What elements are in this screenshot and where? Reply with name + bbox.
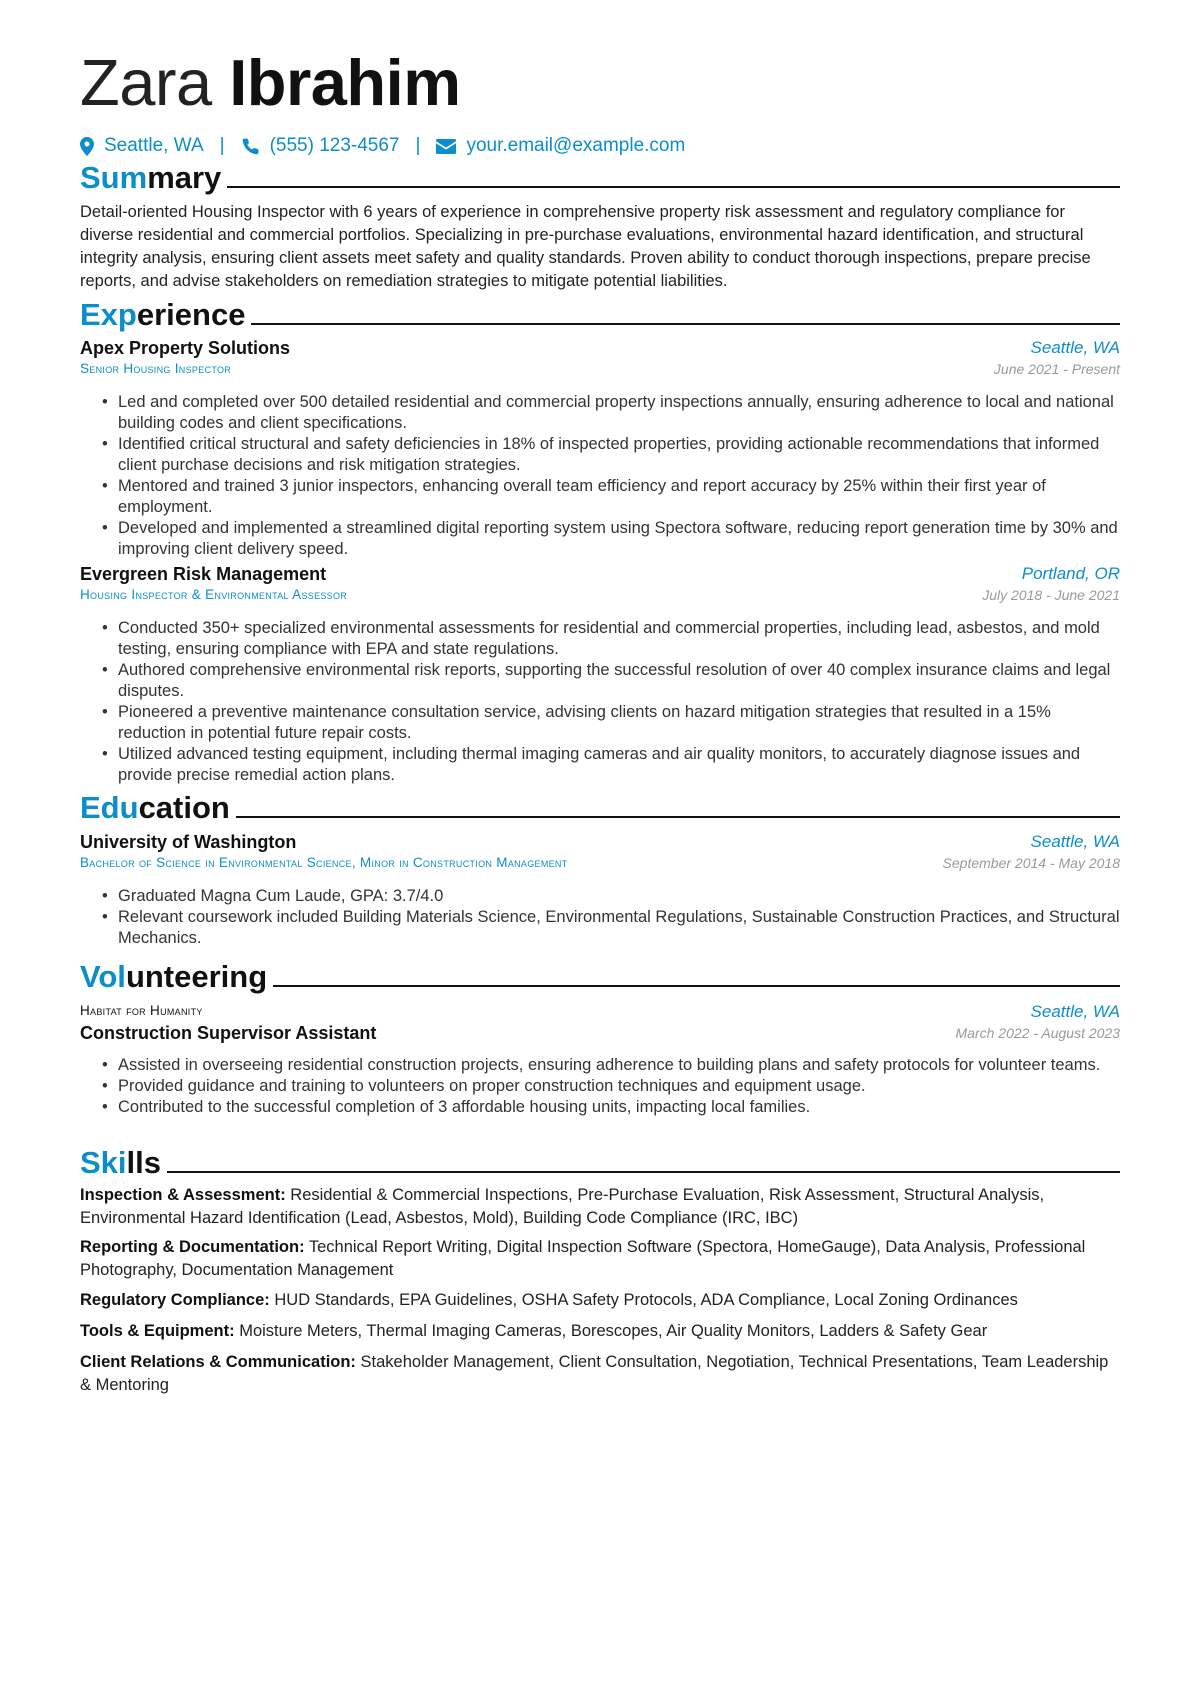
- volunteer-location: Seattle, WA: [1030, 1002, 1120, 1021]
- volunteering-header: [80, 1000, 1120, 1022]
- degree: Bachelor of Science in Environmental Science, Minor in Construction Management: [80, 855, 568, 870]
- skill-row: [80, 1236, 1120, 1281]
- education-title-accent: Edu: [80, 790, 139, 825]
- education-title-rest: cation: [138, 790, 230, 825]
- job-location: Seattle, WA: [1030, 338, 1120, 357]
- list-item: • Authored comprehensive environmental risk reports, supporting the successful resolution of over 40 complex insurance claims and legal disputes.: [102, 660, 1120, 702]
- volunteer-org: Habitat for Humanity: [80, 1003, 203, 1018]
- summary-text: Detail-oriented Housing Inspector with 6 years of experience in comprehensive property risk assessment and regulatory compliance for diverse residential and commercial portfolios. Specializing in pre-purchase evaluations, environmental hazard identification, and structural integrity analysis, ensuring client assets meet safety and quality standards. Proven ability to conduct thorough inspections, prepare precise reports, and advise stakeholders on remediation strategies to mitigate potential liabilities.: [80, 203, 1091, 290]
- summary-title-rest: mary: [147, 160, 222, 195]
- section-rule: [236, 816, 1120, 818]
- contact-location: [80, 135, 204, 157]
- job-dates: June 2021 - Present: [993, 361, 1120, 377]
- school-location: Seattle, WA: [1030, 832, 1120, 851]
- last-name: Ibrahim: [229, 46, 461, 119]
- section-rule: [273, 985, 1120, 987]
- job-location: Portland, OR: [1021, 564, 1120, 583]
- company-name: Apex Property Solutions: [80, 338, 291, 358]
- education-bullets: [102, 886, 1120, 949]
- list-item: • Assisted in overseeing residential construction projects, ensuring adherence to building plans and safety protocols for volunteer teams.: [102, 1055, 1120, 1076]
- contact-email[interactable]: [436, 135, 685, 157]
- list-item: • Contributed to the successful completion of 3 affordable housing units, impacting local families.: [102, 1097, 1120, 1118]
- skill-value: Moisture Meters, Thermal Imaging Cameras, Borescopes, Air Quality Monitors, Ladders & Safety Gear: [234, 1322, 988, 1340]
- section-rule: [227, 186, 1120, 188]
- list-item: • Identified critical structural and safety deficiencies in 18% of inspected properties, providing actionable recommendations that informed client purchase decisions and risk mitigation strategies.: [102, 434, 1120, 476]
- school-name: University of Washington: [80, 832, 297, 852]
- job-role: Housing Inspector & Environmental Assessor: [80, 587, 348, 602]
- list-item: • Led and completed over 500 detailed residential and commercial property inspections annually, ensuring adherence to local and national building codes and client specifications.: [102, 392, 1120, 434]
- phone-icon: [241, 137, 260, 156]
- skills-title-rest: lls: [126, 1145, 161, 1180]
- list-item: • Pioneered a preventive maintenance consultation service, advising clients on hazard mitigation strategies that resulted in a 15% reduction in potential future repair costs.: [102, 702, 1120, 744]
- email-text: your.email@example.com: [466, 135, 686, 156]
- education-subheader: [80, 853, 1120, 873]
- skill-row: [80, 1351, 1120, 1396]
- volunteering-subheader: [80, 1021, 1120, 1045]
- company-name: Evergreen Risk Management: [80, 564, 327, 584]
- skills-heading: [80, 1141, 1120, 1181]
- section-rule: [167, 1171, 1120, 1173]
- education-header: [80, 830, 1120, 854]
- volunteer-dates: March 2022 - August 2023: [955, 1025, 1120, 1041]
- list-item: • Utilized advanced testing equipment, including thermal imaging cameras and air quality monitors, to accurately diagnose issues and provide precise remedial action plans.: [102, 744, 1120, 786]
- skill-row: [80, 1289, 1120, 1312]
- envelope-icon: [436, 139, 456, 154]
- volunteering-bullets: [102, 1055, 1120, 1118]
- contact-separator: |: [219, 135, 225, 156]
- list-item: • Graduated Magna Cum Laude, GPA: 3.7/4.0: [102, 886, 1120, 907]
- section-rule: [251, 323, 1120, 325]
- skill-value: Technical Report Writing, Digital Inspection Software (Spectora, HomeGauge), Data Analysis, Professional Photography, Documentation Management: [80, 1238, 1086, 1279]
- experience-title-rest: erience: [136, 297, 246, 332]
- job-role: Senior Housing Inspector: [80, 361, 232, 376]
- first-name: Zara: [80, 46, 212, 119]
- candidate-name: [80, 48, 461, 118]
- skills-title-accent: Ski: [80, 1145, 127, 1180]
- list-item: • Provided guidance and training to volunteers on proper construction techniques and equipment usage.: [102, 1076, 1120, 1097]
- list-item: • Mentored and trained 3 junior inspectors, enhancing overall team efficiency and report accuracy by 25% within their first year of employment.: [102, 476, 1120, 518]
- skill-label: Inspection & Assessment:: [80, 1186, 286, 1204]
- job-bullets: [102, 392, 1120, 560]
- contact-separator: |: [415, 135, 421, 156]
- experience-title-accent: Exp: [80, 297, 137, 332]
- job-header: [80, 336, 1120, 360]
- skill-value: HUD Standards, EPA Guidelines, OSHA Safety Protocols, ADA Compliance, Local Zoning Ordinances: [269, 1291, 1018, 1309]
- skill-row: [80, 1320, 1120, 1343]
- list-item: • Relevant coursework included Building Materials Science, Environmental Regulations, Sustainable Construction Practices, and Structural Mechanics.: [102, 907, 1120, 949]
- skill-label: Reporting & Documentation:: [80, 1238, 305, 1256]
- contact-phone[interactable]: [241, 135, 400, 157]
- skill-value: Residential & Commercial Inspections, Pre-Purchase Evaluation, Risk Assessment, Structural Analysis, Environmental Hazard Identification (Lead, Asbestos, Mold), Building Code Compliance (IRC, IBC): [80, 1186, 1045, 1227]
- education-heading: [80, 786, 1120, 826]
- skill-label: Client Relations & Communication:: [80, 1353, 356, 1371]
- volunteering-heading: [80, 955, 1120, 995]
- education-dates: September 2014 - May 2018: [942, 855, 1120, 871]
- experience-heading: [80, 293, 1120, 333]
- job-subheader: [80, 359, 1120, 379]
- skill-label: Regulatory Compliance:: [80, 1291, 270, 1309]
- phone-text: (555) 123-4567: [269, 135, 400, 156]
- summary-title-accent: Sum: [80, 160, 148, 195]
- location-text: Seattle, WA: [104, 135, 204, 156]
- volunteer-role: Construction Supervisor Assistant: [80, 1023, 377, 1043]
- job-dates: July 2018 - June 2021: [982, 587, 1120, 603]
- skill-row: [80, 1184, 1120, 1229]
- job-header: [80, 562, 1120, 586]
- map-pin-icon: [80, 137, 94, 156]
- job-bullets: [102, 618, 1120, 786]
- summary-heading: [80, 156, 1120, 196]
- volunteering-title-rest: unteering: [125, 959, 268, 994]
- volunteering-title-accent: Vol: [80, 959, 126, 994]
- list-item: • Developed and implemented a streamlined digital reporting system using Spectora software, reducing report generation time by 30% and improving client delivery speed.: [102, 518, 1120, 560]
- job-subheader: [80, 585, 1120, 605]
- skill-label: Tools & Equipment:: [80, 1322, 235, 1340]
- list-item: • Conducted 350+ specialized environmental assessments for residential and commercial properties, including lead, asbestos, and mold testing, ensuring compliance with EPA and state regulations.: [102, 618, 1120, 660]
- skill-value: Stakeholder Management, Client Consultation, Negotiation, Technical Presentations, Team Leadership & Mentoring: [80, 1353, 1109, 1394]
